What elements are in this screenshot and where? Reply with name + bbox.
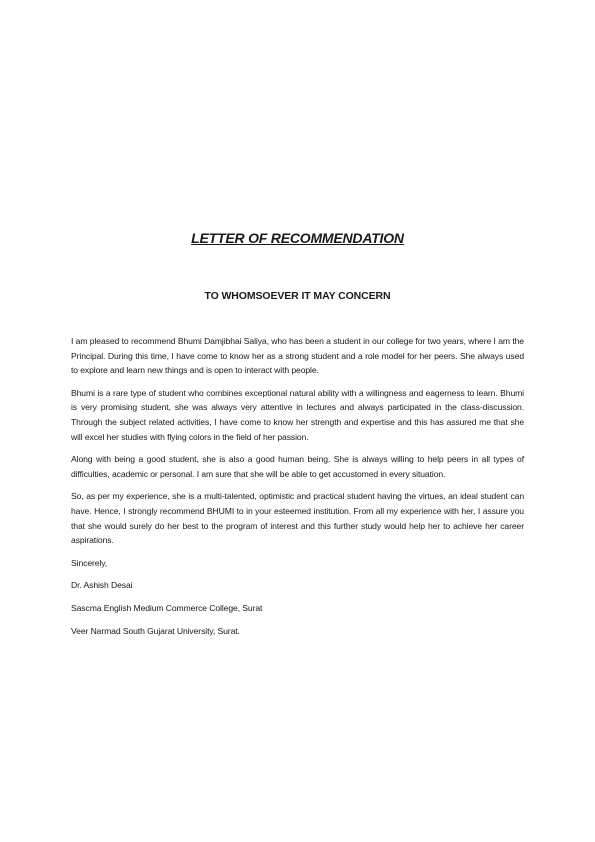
signer-name: Dr. Ashish Desai bbox=[71, 580, 133, 591]
letter-title: LETTER OF RECOMMENDATION bbox=[191, 230, 404, 246]
body-paragraph-3: Along with being a good student, she is also a good human being. She is always willing to help peers in all types of difficulties, academic or personal. I am sure that she will be able to get accustomed in every situation. bbox=[71, 454, 524, 479]
body-paragraph-4: So, as per my experience, she is a multi-talented, optimistic and practical student having the virtues, an ideal student can have. Hence, I strongly recommend BHUMI to in your esteemed institution. From all my experience with her, I assure you that she would surely do her best to the program of interest and this further study would help her to achieve her career aspirations. bbox=[71, 491, 524, 546]
body-paragraph-1: I am pleased to recommend Bhumi Damjibhai Saliya, who has been a student in our college for two years, where I am the Principal. During this time, I have come to know her as a strong student and a role model for her peers. She always used to explore and learn new things and is open to interact with people. bbox=[71, 336, 524, 376]
letter-body bbox=[71, 334, 524, 646]
body-paragraph-2: Bhumi is a rare type of student who combines exceptional natural ability with a willingness and eagerness to learn. Bhumi is very promising student, she was always very attentive in lectures and always participated in the class-discussion. Through the subject related activities, I have come to know her strength and expertise and this has assured me that she will excel her studies with flying colors in the field of her passion. bbox=[71, 387, 524, 442]
closing-line: Sincerely, bbox=[71, 557, 108, 568]
signer-college: Sascma English Medium Commerce College, Surat bbox=[71, 602, 263, 613]
letter-salutation: TO WHOMSOEVER IT MAY CONCERN bbox=[204, 290, 391, 302]
signer-university: Veer Narmad South Gujarat University, Surat. bbox=[71, 625, 240, 636]
